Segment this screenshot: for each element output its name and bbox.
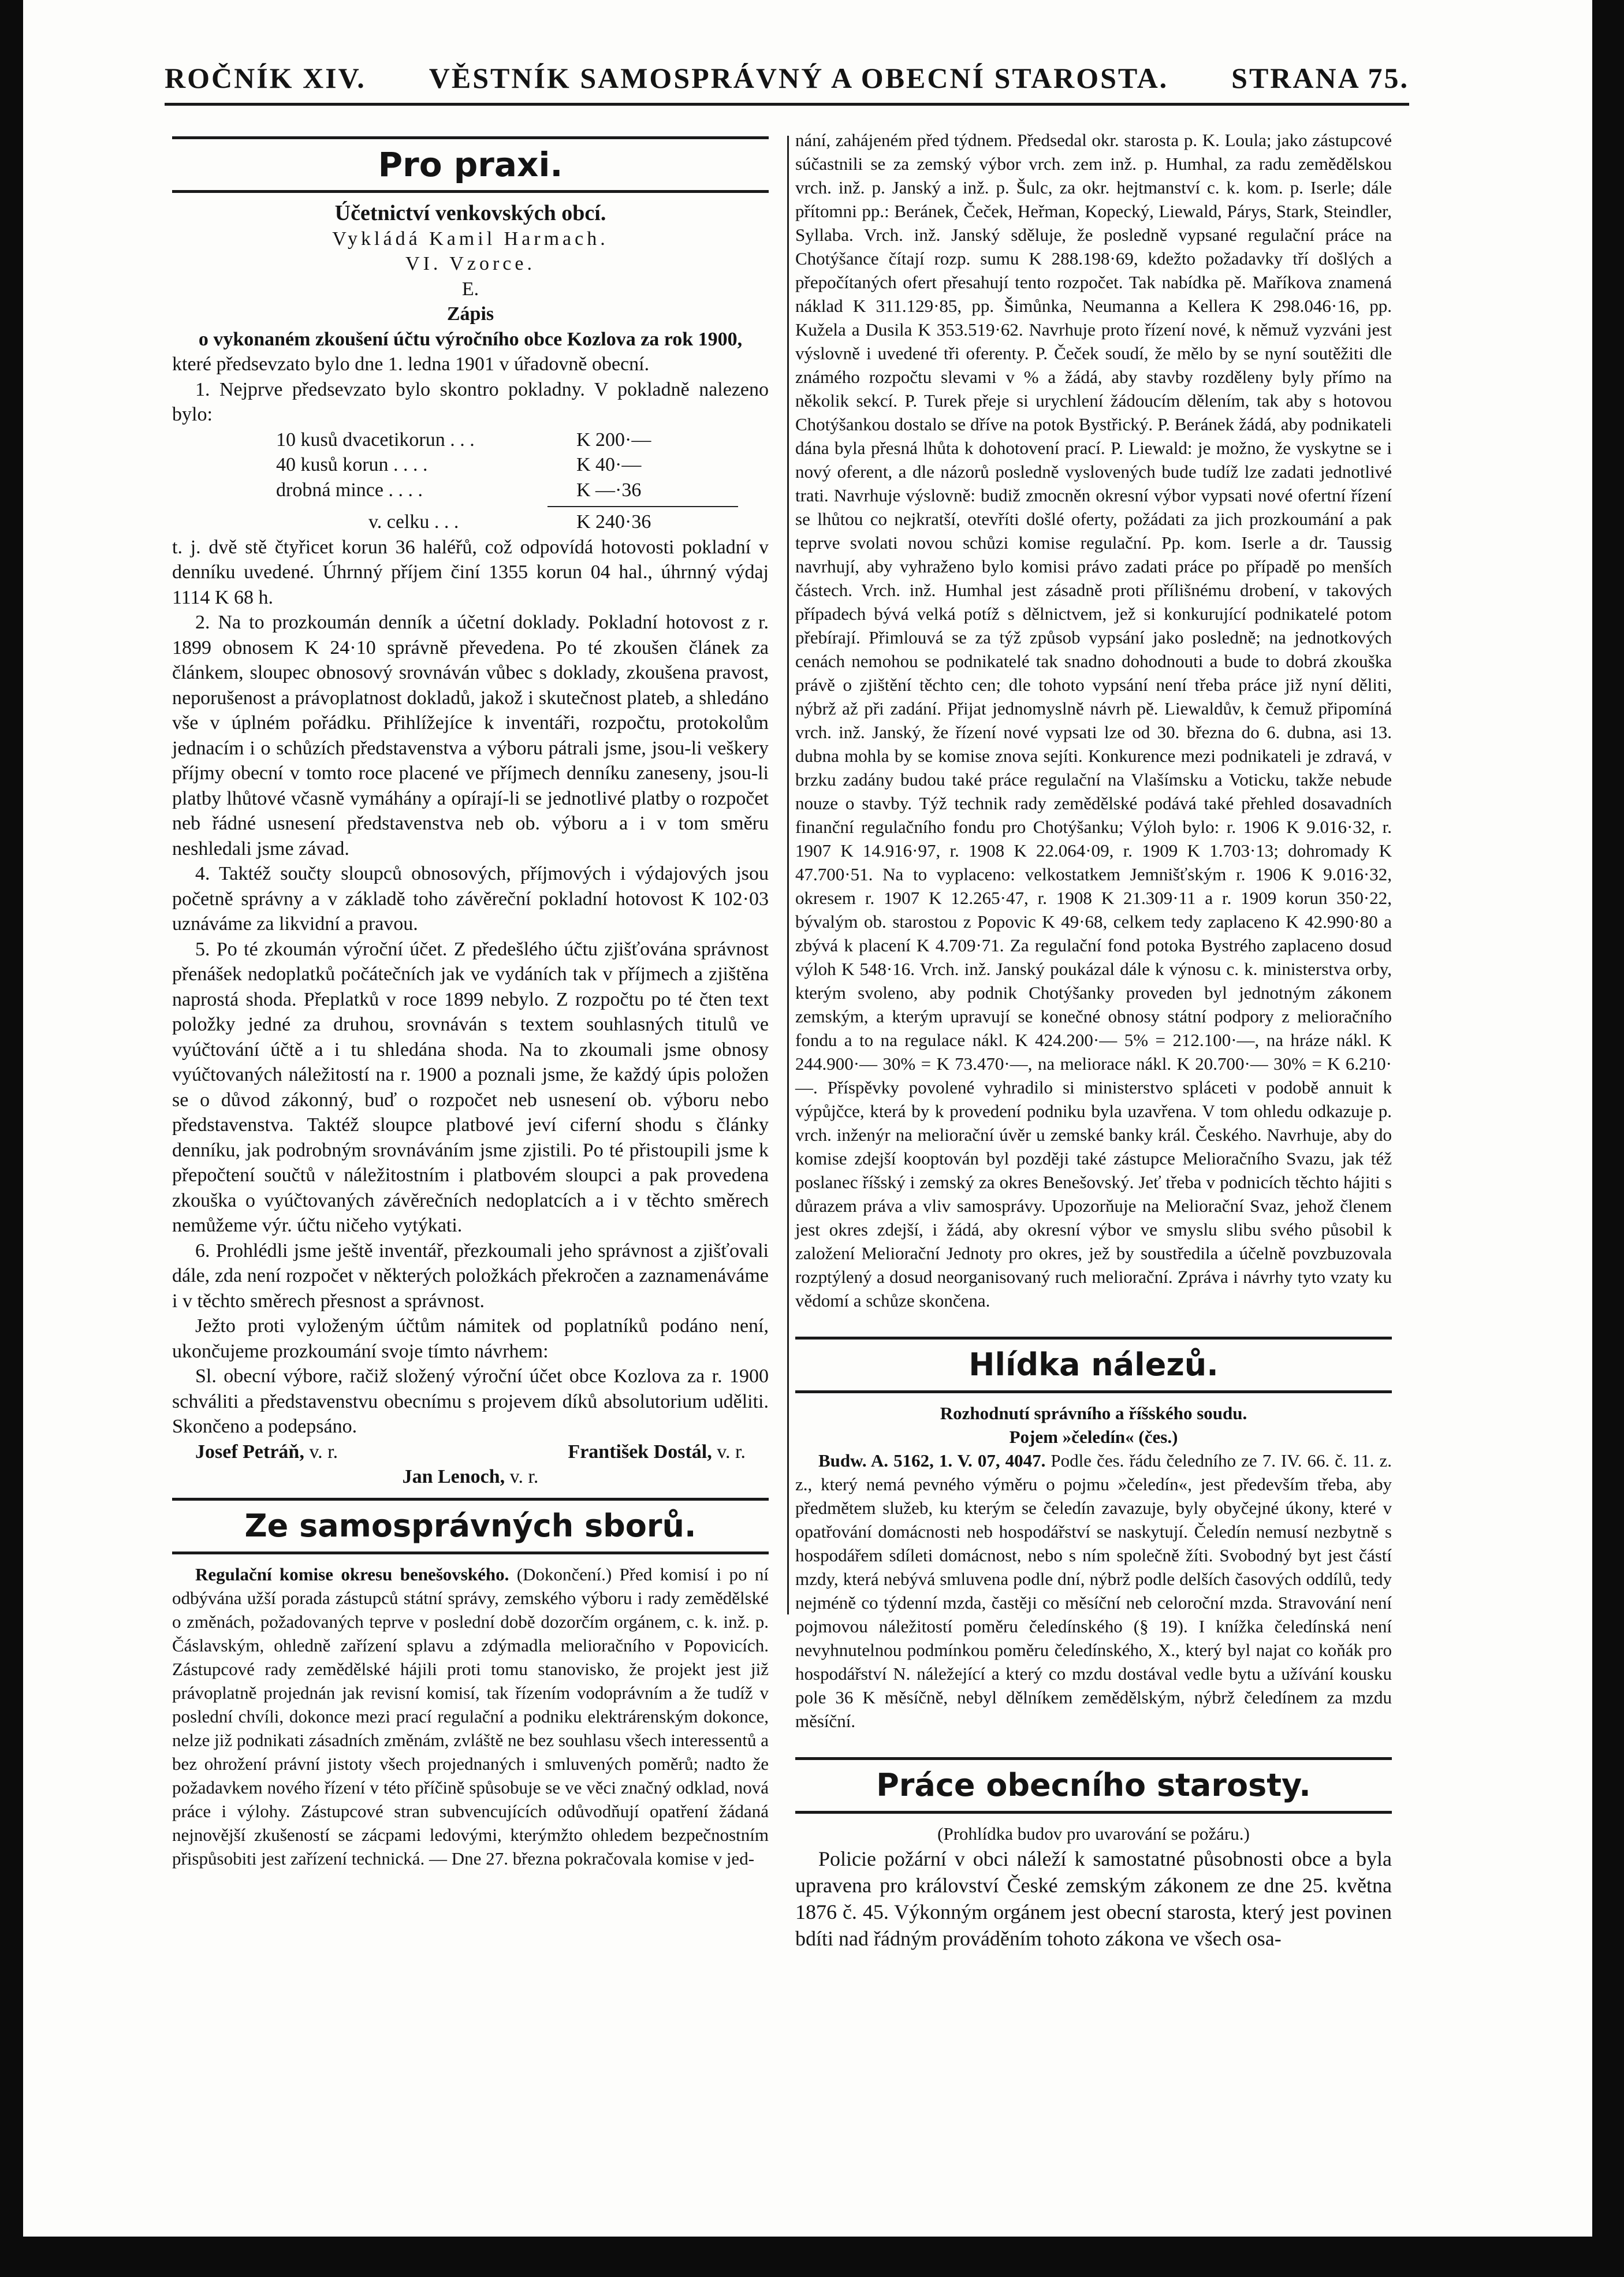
- cash-row: [172, 452, 769, 478]
- signature: František Dostál, v. r.: [568, 1441, 746, 1463]
- reg-text: Před komisí i po ní odbývána užší porada zástupců státní správy, zemského výboru i rady zemědělské o změnách, požadovaných teprve v poslední době dozorčím orgánem, c. k. inž. p. Čáslavským, ohledně zařízení splavu a zdýmadla melioračního v Popovicích. Zástupcové rady zemědělské hájili proti tomu stanovisko, že projekt jest již právoplatně projednán jak revisní komisí, tak řízením vodoprávním a že tudíž v poslední chvíli, dokonce mezi prací regulační a podniku elektrárenským dokonce, nelze již podnikati zásadních změnám, zvláště ne bez souhlasu všech interessentů a bez ohrožení právní jistoty všech projednaných i smluvených poměrů; nadto že požadavkem nového řízení v této příčině spůsobuje se ve věci značný odklad, nová práce i výlohy. Zástupcové stran subvencujících odůvodňují opatření žádaná nejnovější zkušeností se zácpami ledovými, kterýmžto ohledem bezpečnostním přispůsobiti jest zařízení technická. — Dne 27. března pokračovala komise v jed-: [172, 1564, 769, 1869]
- reg-cont: (Dokončení.): [516, 1564, 612, 1584]
- scan-edge-bottom: [0, 2237, 1624, 2277]
- case-text: Podle čes. řádu čeledního ze 7. IV. 66. č. 11. z. z., který nemá pevného výměru o pojmu »čeledín«, jest především třeba, aby předmětem služeb, ku kterým se čeledín zavazuje, byly obyčejné úkony, které v opatřování domácnosti neb hospodářství se naskytují. Čeledín nemusí nezbytně s hospodářem sdíleti domácnost, nebo s ním společně žíti. Svobodný byt jest částí mzdy, která nebývá smluvena podle dní, nýbrž podle delších časových oddílů, tedy nejméně co týdenní mzda, častěji co měsíční neb celoroční mzda. Stravování není pojmovou náležitostí poměru čeledínského (§ 19). I knížka čeledínská není nevyhnutelnou podmínkou poměru čeledínského, X., který byl najat co koňák pro hospodářství N. náležející a který co mzdu dostával vedle bytu a užívání kousku pole 36 K měsíčně, nebyl dělníkem zemědělským, nýbrž čeledínem za mzdu měsíční.: [795, 1450, 1392, 1731]
- section-title-hlidka-nalezu: Hlídka nálezů.: [795, 1337, 1392, 1393]
- paragraph: Policie požární v obci náleží k samostatné působnosti obce a byla upravena pro království České zemským zákonem ze dne 25. května 1876 č. 45. Výkonným orgánem jest obecní starosta, který jest povinen bdíti nad řádným prováděním tohoto zákona ve všech osa-: [795, 1847, 1392, 1950]
- cash-value: K 40·—: [576, 454, 642, 475]
- scan-edge-right: [1592, 0, 1624, 2277]
- byline: Vykládá Kamil Harmach.: [332, 228, 609, 250]
- zapis-subtitle: o vykonaném zkoušení účtu výročního obce Kozlova za rok 1900,: [198, 328, 743, 350]
- paragraph: Ježto proti vyloženým účtům námitek od poplatníků podáno není, ukončujeme prozkoumání svoje tímto návrhem:: [172, 1315, 769, 1362]
- section-title-ze-samospravnych-sboru: Ze samosprávných sborů.: [172, 1498, 769, 1554]
- signature: Josef Petráň, v. r.: [195, 1441, 338, 1463]
- right-column: [795, 128, 1392, 1952]
- section-title-pro-praxi: Pro praxi.: [172, 136, 769, 193]
- volume-label: ROČNÍK XIV.: [165, 62, 366, 94]
- journal-title: VĚSTNÍK SAMOSPRÁVNÝ A OBECNÍ STAROSTA.: [429, 62, 1169, 94]
- header-rule: [165, 103, 1409, 106]
- section-subtitle: (Prohlídka budov pro uvarování se požáru.): [937, 1824, 1250, 1844]
- article-title: Účetnictví venkovských obcí.: [334, 201, 606, 225]
- cash-label: 40 kusů korun . . . .: [276, 454, 428, 475]
- paragraph: [172, 1562, 769, 1870]
- zapis-title: Zápis: [446, 303, 494, 325]
- left-column: [172, 128, 769, 1870]
- case-ref: Budw. A. 5162, 1. V. 07, 4047.: [818, 1450, 1046, 1471]
- cash-value: K 200·—: [576, 429, 651, 451]
- letter-heading: E.: [461, 278, 479, 300]
- cash-row: [172, 478, 769, 503]
- column-divider: [787, 136, 789, 1614]
- paragraph: 5. Po té zkoumán výroční účet. Z předešlého účtu zjišťována správnost přenášek nedoplatků počátečních jak ve vydáních tak v příjmech a zjištěna naprostá shoda. Přeplatků v roce 1899 nebylo. Z rozpočtu po té čten text položky jedné za druhou, srovnáván s textem souhlasných titulů ve vyúčtování účtě a i tu shledána shoda. Na to zkoumali jsme obnosy vyúčtovaných náležitostí na r. 1900 a poznali jsme, že každý úpis položen se o důvod zákonný, buď o rozpočet neb usnesení ob. výboru nebo představenstva. Taktéž sloupce platbové jeví ciferní shodu s články denníku, jak podrobným srovnáváním jsme zjistili. Po té přistoupili jsme k přepočtení součtů v náležitostním i platbovém sloupci a pak provedena zkouška o vyúčtovaných závěrečních nedoplatcích a i v těchto směrech nemůžeme výr. účtu ničeho vytýkati.: [172, 938, 769, 1236]
- paragraph: nání, zahájeném před týdnem. Předsedal okr. starosta p. K. Loula; jako zástupcové súčastnili se za zemský výbor vrch. zem inž. p. Humhal, za radu zemědělskou vrch. inž. p. Janský a inž. p. Šulc, za okr. hejtmanství c. k. kom. p. Iserle; dále přítomni pp.: Beránek, Čeček, Heřman, Kopecký, Liewald, Párys, Stark, Steindler, Syllaba. Vrch. inž. Janský sděluje, že posledně vypsané regulační práce na Chotýšance čítají rozp. sumu K 288.198·69, kdežto požadavky tří došlých a přepočítaných ofert přesahují tento rozpočet. Tak nabídka pě. Maříkova znamená náklad K 311.129·85, pp. Šimůnka, Neumanna a Kellera K 298.046·16, pp. Kužela a Dusila K 353.519·62. Navrhuje proto řízení nové, k němuž vyzváni jest výslovně i uvedené tři oferenty. P. Čeček soudí, že mělo by se nyní soutěžiti dle známého rozpočtu slevami v % a žádá, aby stavby rozděleny byly přímo na několik sekcí. P. Turek přeje si urychlení žádoucím dělením, tak aby s hotovou Chotýšankou dostalo se dříve na potok Bystřický. P. Beránek žádá, aby podnikateli dána byla přesná lhůta k dohotovení prací. P. Liewald: je možno, že vyskytne se i nový oferent, a dle názorů posledně vyslovených bude tudíž lze zadati jednotlivé trati. Navrhuje výslovně: budiž zmocněn okresní výbor vypsati nové ofertní řízení se lhůtou co nejkratší, otevříti došlé oferty, požádati za jich prozkoumání a pak teprve svolati novou schůzi komise regulační. Pp. kom. Iserle a dr. Taussig navrhují, aby vyhraženo bylo komisi právo zadati práce po případě po menších částech. Vrch. inž. Humhal jest zásadně proti přílišnému drobení, v takových případech bývá velká potíž s dělnictvem, jež si konkurující podnikatelé potom přebírají. Přimlouvá se za týž způsob vypsání jako posledně; na jednotkových cenách nemohou se podnikatelé tak snadno dohodnouti a bude to dobrá zkouška právě o zjištění těchto cen; dle tohoto vypsání není třeba práce již nyní děliti, nýbrž až při zadání. Přijat jednomyslně návrh pě. Liewaldův, k čemuž připomíná vrch. inž. Janský, že řízení nové vypsati lze od 30. března do 6. dubna, asi 13. dubna mohla by se komise znova sejíti. Konkurence mezi podnikateli je zdravá, v brzku zadány budou také práce regulační na Vlašímsku a Voticku, takže nebude nouze o stavby. Týž technik rady zemědělské podává také přehled dosavadních finanční regulačního fondu pro Chotýšanku; Výloh bylo: r. 1906 K 9.016·32, r. 1907 K 14.916·97, r. 1908 K 22.064·09, r. 1909 K 1.703·13; dohromady K 47.700·51. Na to vyplaceno: velkostatkem Jemnišťským r. 1906 K 9.016·32, okresem r. 1907 K 12.265·47, r. 1908 K 21.309·11 a r. 1909 korun 350·22, bývalým ob. starostou z Popovic K 49·68, celkem tedy zaplaceno K 42.990·80 a zbývá k placení K 4.709·71. Za regulační fond potoka Bystrého zaplaceno dosud výloh K 548·16. Vrch. inž. Janský poukázal dále k výnosu c. k. ministerstva orby, kterým svoleno, aby podnik Chotýšanky proveden byl jednotným zákonem zemským, a kterým upravují se konečné obnosy státní podpory z melioračního fondu a to na regulace nákl. K 424.200·— 5% = 212.100·—, na hráze nákl. K 244.900·— 30% = K 73.470·—, na meliorace nákl. K 20.700·— 30% = K 6.210·—. Příspěvky povolené vyhradilo si ministerstvo spláceti v podobě annuit k výpůjčce, která by k provedení podniku byla uzavřena. V tom ohledu odkazuje p. vrch. inženýr na meliorační úvěr u zemské banky král. Českého. Navrhuje, aby do komise zdejší kooptován byl později také zástupce Melioračního Svazu, jak též poslanec říšský i zemský za okres Benešovský. Jeť třeba v podnicích těchto hájiti s důrazem práva a vliv samosprávy. Upozorňuje na Meliorační Svaz, jehož členem jest okres zdejší, i žádá, aby okresní výbor ve smyslu slibu svého působil k založení Meliorační Jednoty pro okres, jež by soustředila a účelně povzbuzovala rozptýlený a dosud neorganisovaný ruch meliorační. Zpráva i návrhy tyto vzaty ku vědomí a schůze skončena.: [795, 130, 1392, 1311]
- reg-title: Regulační komise okresu benešovského.: [195, 1564, 509, 1584]
- paragraph: 4. Taktéž součty sloupců obnosových, příjmových i výdajových jsou početně správny a v základě toho závěreční pokladní hotovost K 102·03 uznáváme za likvidní a pravou.: [172, 863, 769, 935]
- cash-total: [172, 509, 769, 535]
- paragraph: které předsevzato bylo dne 1. ledna 1901 v úřadovně obecní.: [172, 354, 650, 375]
- scan-edge-left: [0, 0, 23, 2277]
- paragraph: 1. Nejprve předsevzato bylo skontro pokladny. V pokladně nalezeno bylo:: [172, 378, 769, 425]
- cash-row: [172, 427, 769, 453]
- paragraph: [795, 1449, 1392, 1733]
- page-header: [165, 58, 1409, 98]
- page-number: STRANA 75.: [1231, 62, 1409, 94]
- paragraph: 6. Prohlédli jsme ještě inventář, přezkoumali jeho správnost a zjišťovali dále, zda není rozpočet v některých položkách překročen a zaznamenáváme i v těchto směrech přesnost a správnost.: [172, 1240, 769, 1312]
- signature: Jan Lenoch, v. r.: [402, 1466, 539, 1487]
- signatures: [172, 1439, 769, 1465]
- court-title: Rozhodnutí správního a říšského soudu.: [940, 1403, 1247, 1423]
- sum-rule: [547, 506, 738, 507]
- total-label: v. celku . . .: [368, 511, 459, 533]
- concept-title: Pojem »čeledín« (čes.): [1009, 1427, 1178, 1447]
- total-value: K 240·36: [576, 511, 651, 533]
- part-heading: VI. Vzorce.: [405, 253, 535, 274]
- paragraph: Sl. obecní výbore, račiž složený výroční účet obce Kozlova za r. 1900 schváliti a představenstvu obecnímu s projevem díků absolutorium uděliti. Skončeno a podepsáno.: [172, 1366, 769, 1437]
- paragraph: 2. Na to prozkoumán denník a účetní doklady. Pokladní hotovost z r. 1899 obnosem K 24·10 správně převedena. Po té zkoušen článek za článkem, sloupec obnosový srovnáván vůbec s doklady, zkoušena pravost, neporušenost a právoplatnost dokladů, jakož i skutečnost plateb, a shledáno vše v úplném pořádku. Přihlížejíce k inventáři, rozpočtu, protokolům jednacím i o schůzích představenstva a výboru pátrali jsme, jsou-li veškery příjmy obecní v tomto roce placené ve příjmech denníku zaneseny, jsou-li platby lhůtové včasně vymáhány a opírají-li se jednotlivé platby o rozpočet neb řádné usnesení představenstva neb ob. výboru a i v tom směru neshledali jsme závad.: [172, 612, 769, 860]
- cash-label: drobná mince . . . .: [276, 479, 423, 501]
- cash-label: 10 kusů dvacetikorun . . .: [276, 429, 475, 451]
- cash-value: K —·36: [576, 479, 642, 501]
- section-title-prace-obecniho-starosty: Práce obecního starosty.: [795, 1757, 1392, 1814]
- paragraph: t. j. dvě stě čtyřicet korun 36 haléřů, což odpovídá hotovosti pokladní v denníku uvedené. Úhrnný příjem činí 1355 korun 04 hal., úhrnný výdaj 1114 K 68 h.: [172, 536, 769, 608]
